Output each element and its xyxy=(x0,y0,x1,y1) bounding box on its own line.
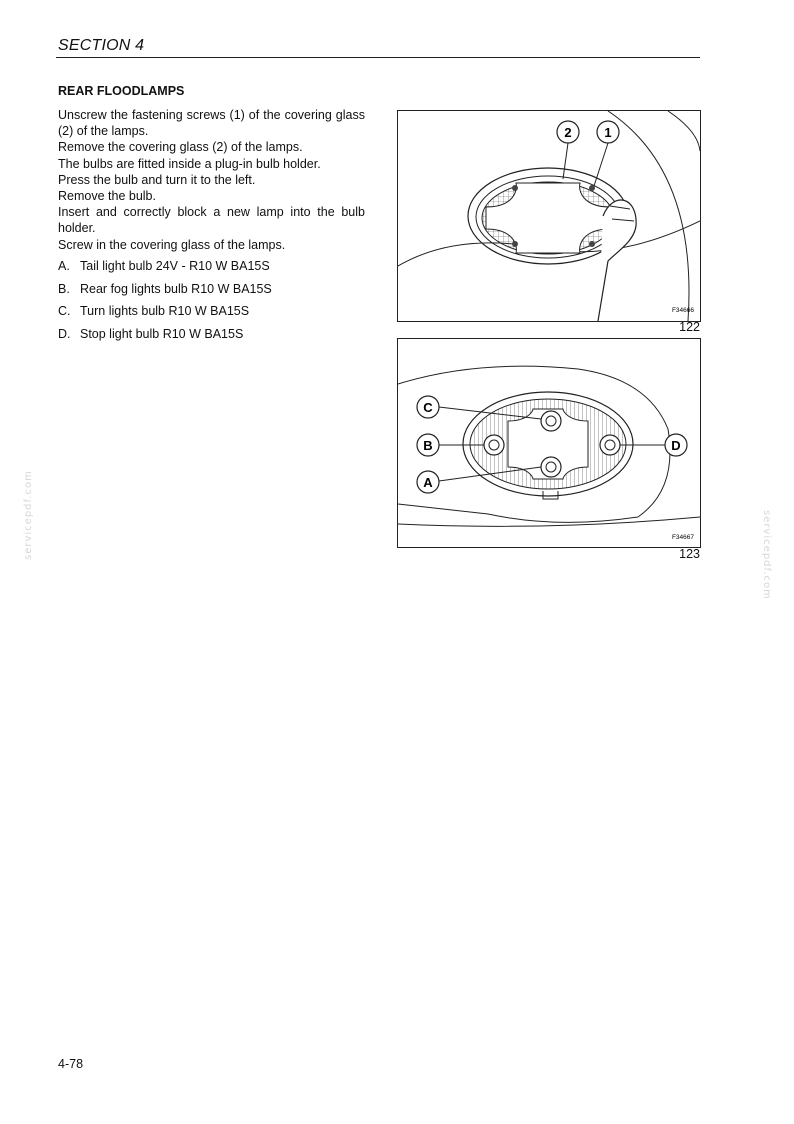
item-text: Turn lights bulb R10 W BA15S xyxy=(80,304,250,318)
watermark-right: servicepdf.com xyxy=(761,510,772,600)
callout-1-label: 1 xyxy=(604,125,612,140)
bulb-list xyxy=(58,258,368,348)
callout-a-label: A xyxy=(423,475,433,490)
list-item xyxy=(58,303,368,326)
callout-c-label: C xyxy=(423,400,433,415)
instruction-7: Screw in the covering glass of the lamps. xyxy=(58,237,286,252)
figure-number-122: 122 xyxy=(679,320,700,334)
callout-d-label: D xyxy=(671,438,681,453)
callout-2-label: 2 xyxy=(564,125,572,140)
page-heading: REAR FLOODLAMPS xyxy=(58,84,185,98)
list-item xyxy=(58,326,368,349)
item-letter: C. xyxy=(58,304,71,318)
page-number: 4-78 xyxy=(58,1057,84,1071)
instruction-5: Remove the bulb. xyxy=(58,189,156,204)
figure-number-123: 123 xyxy=(679,547,700,561)
section-title: SECTION 4 xyxy=(58,37,145,54)
instruction-6: Insert and correctly block a new lamp into the bulb holder. xyxy=(58,205,365,236)
header-rule xyxy=(56,57,700,58)
item-letter: D. xyxy=(58,326,71,341)
instruction-2: Remove the covering glass (2) of the lamps. xyxy=(58,140,303,155)
instruction-4: Press the bulb and turn it to the left. xyxy=(58,172,256,187)
item-letter: B. xyxy=(58,281,70,296)
instruction-3: The bulbs are fitted inside a plug-in bulb holder. xyxy=(58,156,321,171)
list-item xyxy=(58,281,368,304)
figure-code: F34666 xyxy=(671,307,694,314)
figure-122 xyxy=(397,110,701,322)
lamp-cover-illustration xyxy=(398,111,700,321)
item-letter: A. xyxy=(58,259,70,273)
instructions xyxy=(58,107,365,253)
item-text: Tail light bulb 24V - R10 W BA15S xyxy=(80,259,270,273)
instruction-1: Unscrew the fastening screws (1) of the covering glass (2) of the lamps. xyxy=(58,108,365,139)
lamp-bulbs-illustration xyxy=(398,339,700,547)
list-item xyxy=(58,258,368,281)
item-text: Stop light bulb R10 W BA15S xyxy=(80,326,244,341)
figure-code: F34667 xyxy=(671,534,694,541)
callout-b-label: B xyxy=(423,438,433,453)
item-text: Rear fog lights bulb R10 W BA15S xyxy=(80,281,272,296)
watermark-left: servicepdf.com xyxy=(23,470,34,560)
figure-123 xyxy=(397,338,701,548)
